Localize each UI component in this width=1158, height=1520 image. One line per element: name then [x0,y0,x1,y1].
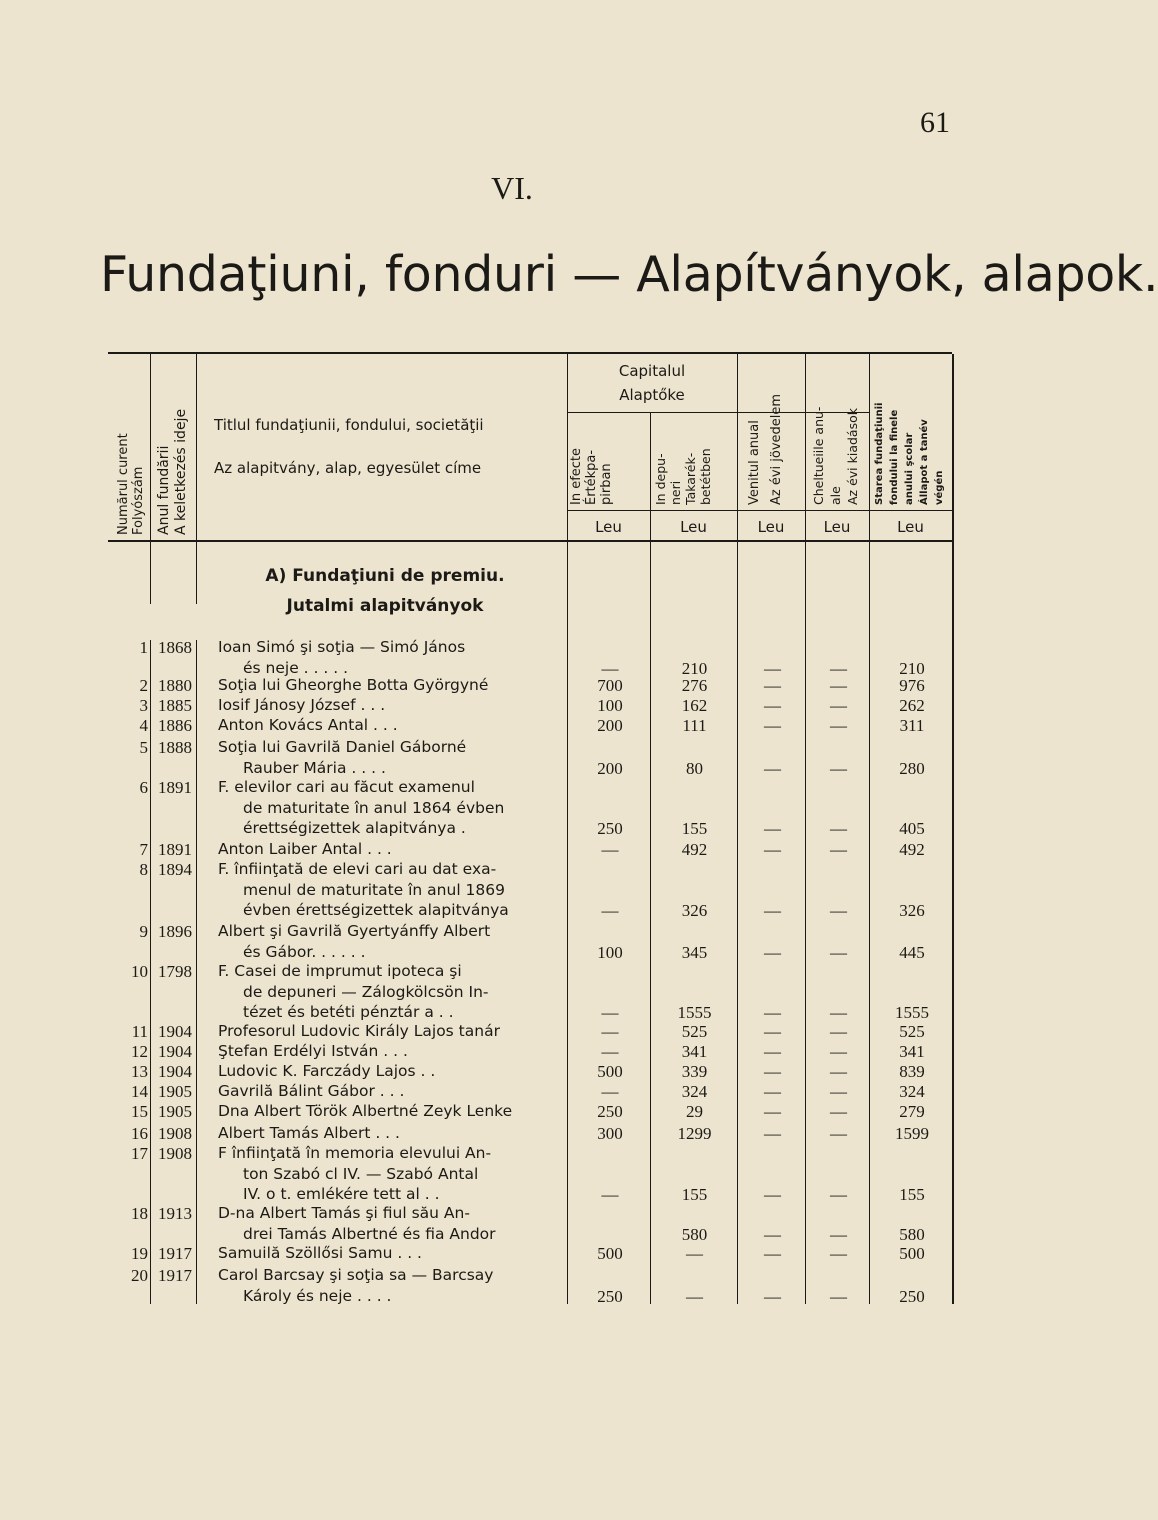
cell-state: 500 [899,1244,925,1263]
row-title-line: Iosif Jánosy József . . . [218,696,386,714]
cell-deposits: — [686,1244,703,1263]
unit-income: Leu [757,518,785,536]
row-title-line: de depuneri — Zálogkölcsön In- [243,982,489,1001]
row-title-line: F. elevilor cari au făcut examenul [218,778,475,796]
cell-effects: 300 [597,1124,623,1143]
cell-income: — [764,658,781,678]
cell-effects: — [601,1185,619,1204]
row-title-line: Carol Barcsay şi soţia sa — Barcsay [218,1266,494,1284]
row-year: 1894 [158,860,192,879]
cell-effects: — [601,840,619,859]
row-number: 8 [139,860,148,879]
cell-expenses: — [830,1022,847,1041]
row-number: 4 [139,716,148,735]
cell-income: — [764,1082,781,1101]
cell-deposits: 1299 [677,1124,712,1143]
row-year: 1917 [158,1266,192,1285]
row-title-line: érettségizettek alapitványa . [243,819,466,837]
row-title-line: IV. o t. emlékére tett al . . [243,1185,440,1203]
cell-income: — [764,696,781,715]
cell-expenses: — [830,819,847,838]
row-title-line: Anton Laiber Antal . . . [218,840,392,858]
cell-deposits: 210 [681,658,708,678]
cell-effects: 500 [597,1244,623,1263]
header-capital-hu: Alaptőke [619,386,685,404]
cell-expenses: — [830,758,847,778]
section-title-ro: A) Fundaţiuni de premiu. [265,566,505,586]
header-capital-ro: Capitalul [618,362,686,380]
row-year: 1904 [158,1042,192,1061]
header-deposits: In depu- neri Takarék- betétben [653,448,713,505]
row-title-line: és neje . . . . . [243,658,349,677]
cell-expenses: — [830,1003,847,1022]
header-effects: In efecte Értékpa- pirban [569,447,614,505]
unit-expenses: Leu [823,518,851,536]
cell-expenses: — [830,1082,847,1101]
cell-state: 839 [899,1062,925,1081]
cell-state: 326 [899,901,925,920]
row-number: 17 [131,1144,148,1163]
cell-effects: — [601,1003,619,1022]
cell-income: — [764,716,781,735]
row-title-line: és Gábor. . . . . . [243,942,366,961]
row-year: 1917 [158,1244,192,1263]
cell-expenses: — [830,1042,847,1061]
row-number: 13 [131,1062,148,1081]
cell-income: — [764,901,781,920]
row-title-line: Soţia lui Gavrilă Daniel Gáborné [218,738,467,756]
section-title-hu: Jutalmi alapitványok [286,596,484,616]
section-number: VI. [491,170,533,206]
row-title-line: F înfiinţată în memoria elevului An- [218,1144,492,1162]
row-year: 1904 [158,1062,192,1081]
cell-expenses: — [830,1124,847,1143]
header-year: Anul fundării A keletkezés ideje [156,408,189,535]
cell-expenses: — [830,1062,847,1081]
unit-effects: Leu [595,518,622,536]
cell-effects: 250 [597,1102,623,1121]
row-year: 1908 [158,1144,192,1163]
cell-state: 155 [899,1185,925,1204]
row-number: 11 [131,1022,148,1041]
cell-effects: 250 [597,1286,623,1306]
row-title-line: Rauber Mária . . . . [243,758,386,777]
row-number: 3 [139,696,148,715]
cell-expenses: — [830,840,847,859]
cell-expenses: — [830,901,847,920]
row-year: 1908 [158,1124,192,1143]
cell-effects: — [601,658,619,678]
cell-state: 341 [899,1042,925,1061]
cell-effects: — [601,901,619,920]
cell-expenses: — [830,1185,847,1204]
row-year: 1798 [158,962,192,981]
cell-income: — [764,1286,781,1306]
cell-deposits: 276 [681,676,708,695]
row-year: 1888 [158,738,192,757]
header-title-ro: Titlul fundaţiunii, fondului, societăţii [214,416,484,434]
row-title-line: tézet és betéti pénztár a . . [243,1003,454,1021]
cell-deposits: 345 [681,942,708,962]
cell-effects: 200 [597,716,623,735]
cell-effects: 100 [597,696,623,715]
row-number: 9 [139,922,148,941]
unit-deposits: Leu [680,518,707,536]
cell-income: — [764,758,781,778]
row-title-line: Ioan Simó şi soţia — Simó János [218,638,466,656]
cell-deposits: 155 [681,819,708,838]
row-year: 1891 [158,778,192,797]
row-number: 16 [131,1124,148,1143]
cell-effects: — [601,1022,619,1041]
cell-state: 525 [899,1022,925,1041]
cell-effects: 100 [597,942,623,962]
cell-deposits: 324 [681,1082,708,1101]
row-number: 12 [131,1042,148,1061]
cell-deposits: 111 [682,716,707,735]
row-year: 1880 [158,676,192,695]
cell-effects: 700 [597,676,623,695]
cell-effects: — [601,1042,619,1061]
row-number: 18 [131,1204,148,1223]
cell-expenses: — [830,1244,847,1263]
row-title-line: Profesorul Ludovic Király Lajos tanár [218,1022,500,1040]
row-number: 1 [139,638,148,657]
header-state: Starea fundaţiunii fondului la finele anului şcolar Állapot a tanév végén [874,402,945,505]
page-title: Fundaţiuni, fonduri — Alapítványok, alapok. [100,246,1158,303]
cell-expenses: — [830,1224,847,1244]
row-title-line: Ludovic K. Farczády Lajos . . [218,1062,436,1080]
row-number: 6 [139,778,148,797]
cell-income: — [764,1124,781,1143]
row-title-line: Gavrilă Bálint Gábor . . . [218,1082,405,1100]
cell-state: 445 [899,942,925,962]
row-title-line: Károly és neje . . . . [243,1286,392,1305]
row-title-line: Albert Tamás Albert . . . [218,1124,400,1142]
cell-deposits: 580 [681,1224,708,1244]
row-number: 15 [131,1102,148,1121]
row-title-line: ton Szabó cl IV. — Szabó Antal [243,1164,479,1183]
row-title-line: de maturitate în anul 1864 évben [243,798,505,817]
cell-income: — [764,840,781,859]
cell-income: — [764,1224,781,1244]
header-expenses: Cheltueiile anu- ale Az évi kiadások [811,406,860,505]
cell-effects: 200 [597,758,623,778]
header-income: Venitul anual Az évi jövedelem [747,393,784,505]
cell-expenses: — [830,696,847,715]
cell-deposits: 29 [686,1102,703,1121]
cell-income: — [764,1042,781,1061]
cell-expenses: — [830,942,847,962]
cell-state: 280 [899,758,925,778]
cell-deposits: 326 [681,901,708,920]
cell-expenses: — [830,1102,847,1121]
cell-deposits: 525 [681,1022,708,1041]
cell-income: — [764,1244,781,1263]
cell-deposits: 492 [681,840,708,859]
row-title-line: Anton Kovács Antal . . . [218,716,398,734]
cell-state: 279 [899,1102,925,1121]
cell-deposits: 162 [681,696,708,715]
row-title-line: évben érettségizettek alapitványa [243,901,509,919]
header-nr: Numărul curent Folyószám [116,433,146,535]
cell-deposits: 341 [681,1042,708,1061]
row-number: 19 [131,1244,148,1263]
row-year: 1913 [158,1204,192,1223]
cell-income: — [764,819,781,838]
cell-deposits: 155 [681,1185,708,1204]
row-title-line: D-na Albert Tamás şi fiul său An- [218,1204,470,1222]
cell-state: 492 [899,840,925,859]
row-number: 10 [131,962,148,981]
cell-state: 580 [899,1224,925,1244]
header-title-hu: Az alapitvány, alap, egyesület címe [214,459,482,477]
cell-deposits: 1555 [677,1003,712,1022]
row-year: 1905 [158,1102,192,1121]
row-number: 5 [139,738,148,757]
row-title-line: Dna Albert Török Albertné Zeyk Lenke [218,1102,513,1120]
unit-state: Leu [897,518,924,536]
cell-state: 1555 [895,1003,929,1022]
cell-deposits: 80 [686,758,703,778]
cell-income: — [764,1102,781,1121]
cell-state: 976 [899,676,925,695]
cell-state: 1599 [895,1124,929,1143]
row-year: 1868 [158,638,192,657]
row-number: 2 [139,676,148,695]
cell-state: 210 [899,658,925,678]
cell-effects: 500 [597,1062,623,1081]
cell-income: — [764,1022,781,1041]
cell-state: 311 [899,716,925,735]
row-year: 1896 [158,922,192,941]
row-number: 20 [131,1266,148,1285]
cell-state: 405 [899,819,925,838]
row-title-line: Samuilă Szöllősi Samu . . . [218,1244,422,1262]
row-title-line: Ştefan Erdélyi István . . . [218,1042,408,1060]
row-title-line: F. înfiinţată de elevi cari au dat exa- [218,860,497,878]
row-title-line: menul de maturitate în anul 1869 [243,880,505,899]
row-title-line: F. Casei de imprumut ipoteca şi [218,962,462,980]
cell-income: — [764,1185,781,1204]
row-number: 7 [139,840,148,859]
row-title-line: Soţia lui Gheorghe Botta Györgyné [218,676,489,694]
cell-deposits: 339 [681,1062,708,1081]
cell-expenses: — [830,676,847,695]
cell-effects: — [601,1082,619,1101]
row-number: 14 [131,1082,148,1101]
cell-expenses: — [830,658,847,678]
cell-income: — [764,676,781,695]
cell-deposits: — [686,1286,703,1306]
row-title-line: drei Tamás Albertné és fia Andor [243,1224,496,1243]
page-number: 61 [920,106,950,139]
cell-income: — [764,942,781,962]
row-year: 1905 [158,1082,192,1101]
cell-income: — [764,1062,781,1081]
cell-effects: 250 [597,819,623,838]
cell-income: — [764,1003,781,1022]
row-year: 1886 [158,716,192,735]
cell-state: 262 [899,696,925,715]
row-year: 1904 [158,1022,192,1041]
cell-state: 250 [899,1286,925,1306]
cell-expenses: — [830,716,847,735]
row-year: 1891 [158,840,192,859]
row-year: 1885 [158,696,192,715]
row-title-line: Albert şi Gavrilă Gyertyánffy Albert [218,922,491,940]
cell-expenses: — [830,1286,847,1306]
cell-state: 324 [899,1082,925,1101]
